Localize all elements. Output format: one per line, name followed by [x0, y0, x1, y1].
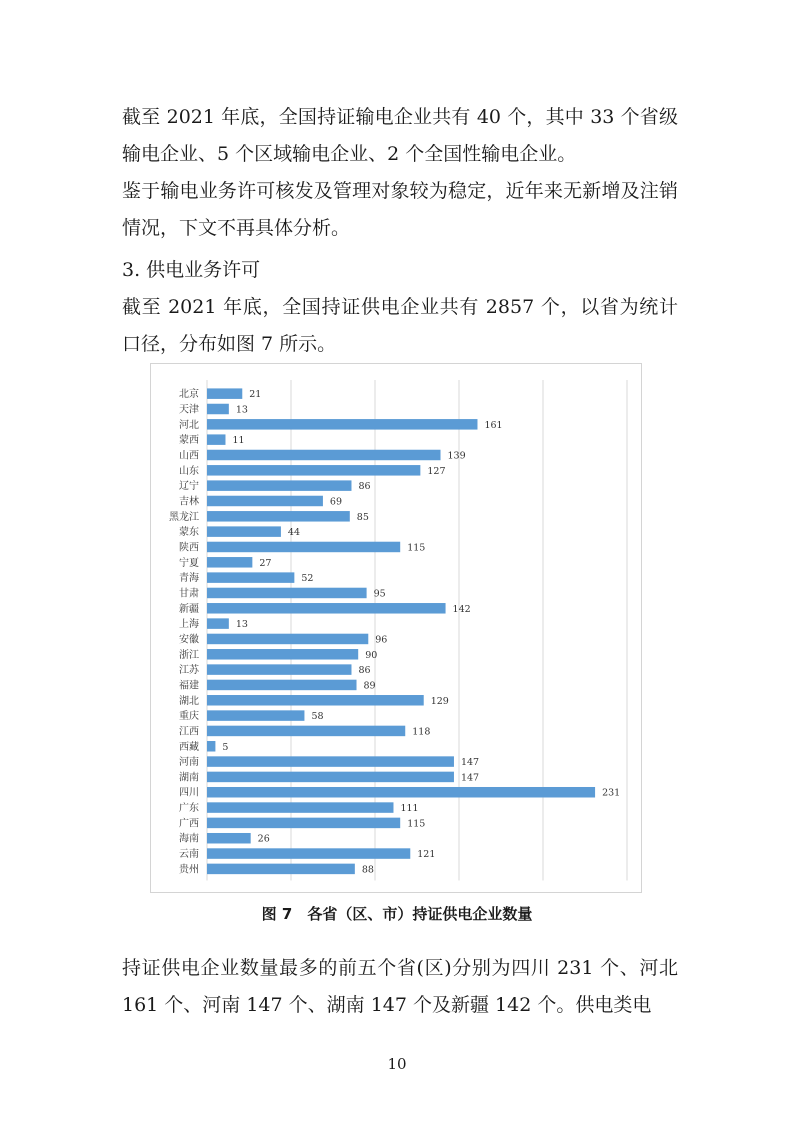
bar	[207, 864, 355, 875]
category-label: 青海	[179, 573, 199, 585]
bar	[207, 848, 410, 859]
category-label: 江西	[179, 726, 199, 738]
bar	[207, 756, 454, 767]
figure-caption: 图 7 各省（区、市）持证供电企业数量	[261, 905, 533, 923]
bar	[207, 557, 252, 568]
category-label: 江苏	[179, 665, 199, 677]
data-label: 13	[235, 619, 248, 631]
data-label: 127	[427, 465, 446, 477]
data-label: 89	[363, 680, 376, 692]
data-label: 111	[400, 803, 419, 815]
bar	[207, 695, 424, 706]
category-label: 宁夏	[179, 557, 199, 569]
category-label: 北京	[179, 389, 199, 401]
category-label: 浙江	[179, 649, 199, 661]
paragraph-top-five: 持证供电企业数量最多的前五个省(区)分别为四川 231 个、河北 161 个、河南 147 个、湖南 147 个及新疆 142 个。供电类电	[122, 957, 678, 1016]
category-label: 辽宁	[179, 481, 199, 493]
bar	[207, 511, 350, 522]
category-label: 西藏	[179, 741, 199, 753]
data-label: 139	[447, 450, 466, 462]
data-label: 147	[460, 772, 480, 784]
category-label: 吉林	[179, 496, 199, 508]
data-label: 5	[222, 741, 229, 753]
bar	[207, 726, 405, 737]
data-label: 161	[484, 419, 503, 431]
data-label: 96	[375, 634, 388, 646]
data-label: 21	[249, 389, 262, 401]
category-label: 蒙西	[179, 435, 199, 447]
bar	[207, 818, 400, 829]
category-label: 甘肃	[179, 588, 199, 600]
data-label: 69	[329, 496, 343, 508]
category-label: 蒙东	[179, 527, 199, 539]
paragraph-supply-count: 截至 2021 年底，全国持证供电企业共有 2857 个，以省为统计口径，分布如图 7 所示。	[122, 296, 678, 355]
data-label: 13	[235, 404, 248, 416]
bar	[207, 450, 441, 461]
category-label: 海南	[179, 833, 199, 845]
category-label: 河南	[179, 757, 199, 769]
bar	[207, 680, 357, 691]
data-label: 231	[602, 787, 621, 799]
data-label: 44	[287, 527, 301, 539]
data-label: 115	[407, 542, 426, 554]
category-label: 福建	[179, 680, 199, 692]
bar	[207, 526, 281, 537]
bar	[207, 664, 351, 675]
category-label: 上海	[179, 619, 199, 631]
data-label: 90	[365, 649, 378, 661]
data-label: 52	[301, 573, 314, 585]
bar	[207, 802, 393, 813]
bar	[207, 710, 304, 721]
category-label: 陕西	[179, 542, 199, 554]
bar	[207, 434, 225, 445]
bar	[207, 542, 400, 553]
data-label: 129	[430, 695, 449, 707]
bar	[207, 480, 351, 491]
bar	[207, 465, 420, 476]
bar	[207, 741, 215, 752]
data-label: 118	[412, 726, 431, 738]
category-label: 安徽	[179, 634, 199, 646]
data-label: 27	[259, 557, 272, 569]
paragraph-transmission-stable: 鉴于输电业务许可核发及管理对象较为稳定，近年来无新增及注销情况，下文不再具体分析。	[122, 180, 678, 239]
data-label: 95	[373, 588, 386, 600]
bar	[207, 496, 323, 507]
bar	[207, 404, 229, 415]
data-label: 115	[407, 818, 426, 830]
category-label: 重庆	[179, 711, 199, 723]
supply-enterprise-chart	[150, 363, 642, 893]
bar	[207, 603, 446, 614]
bar	[207, 833, 251, 844]
category-label: 湖北	[179, 695, 199, 707]
bar	[207, 787, 595, 798]
data-label: 121	[417, 849, 436, 861]
data-label: 26	[257, 833, 270, 845]
category-label: 新疆	[179, 603, 199, 615]
category-label: 天津	[179, 404, 199, 416]
data-label: 58	[311, 711, 324, 723]
category-label: 贵州	[179, 864, 199, 876]
bar	[207, 649, 358, 660]
bar	[207, 388, 242, 399]
category-label: 湖南	[179, 772, 199, 784]
data-label: 88	[361, 864, 374, 876]
category-label: 云南	[179, 849, 199, 861]
bar	[207, 772, 454, 783]
data-label: 142	[452, 603, 471, 615]
category-label: 山东	[179, 465, 199, 477]
bar-chart-svg	[151, 364, 643, 894]
data-label: 86	[358, 665, 371, 677]
category-label: 河北	[179, 419, 199, 431]
bar	[207, 634, 368, 645]
category-label: 四川	[179, 787, 199, 799]
bar	[207, 572, 294, 583]
category-label: 黑龙江	[169, 511, 199, 523]
data-label: 11	[232, 435, 245, 447]
category-label: 广东	[179, 803, 199, 815]
category-label: 山西	[179, 450, 199, 462]
bar	[207, 588, 367, 599]
bar	[207, 618, 229, 629]
section-heading-supply-license: 3. 供电业务许可	[122, 259, 261, 281]
category-label: 广西	[179, 818, 199, 830]
page-number: 10	[387, 1055, 407, 1073]
data-label: 85	[356, 511, 369, 523]
data-label: 147	[460, 757, 480, 769]
data-label: 86	[358, 481, 371, 493]
bar	[207, 419, 477, 430]
paragraph-transmission-count: 截至 2021 年底，全国持证输电企业共有 40 个，其中 33 个省级输电企业、5 个区域输电企业、2 个全国性输电企业。	[122, 106, 678, 165]
